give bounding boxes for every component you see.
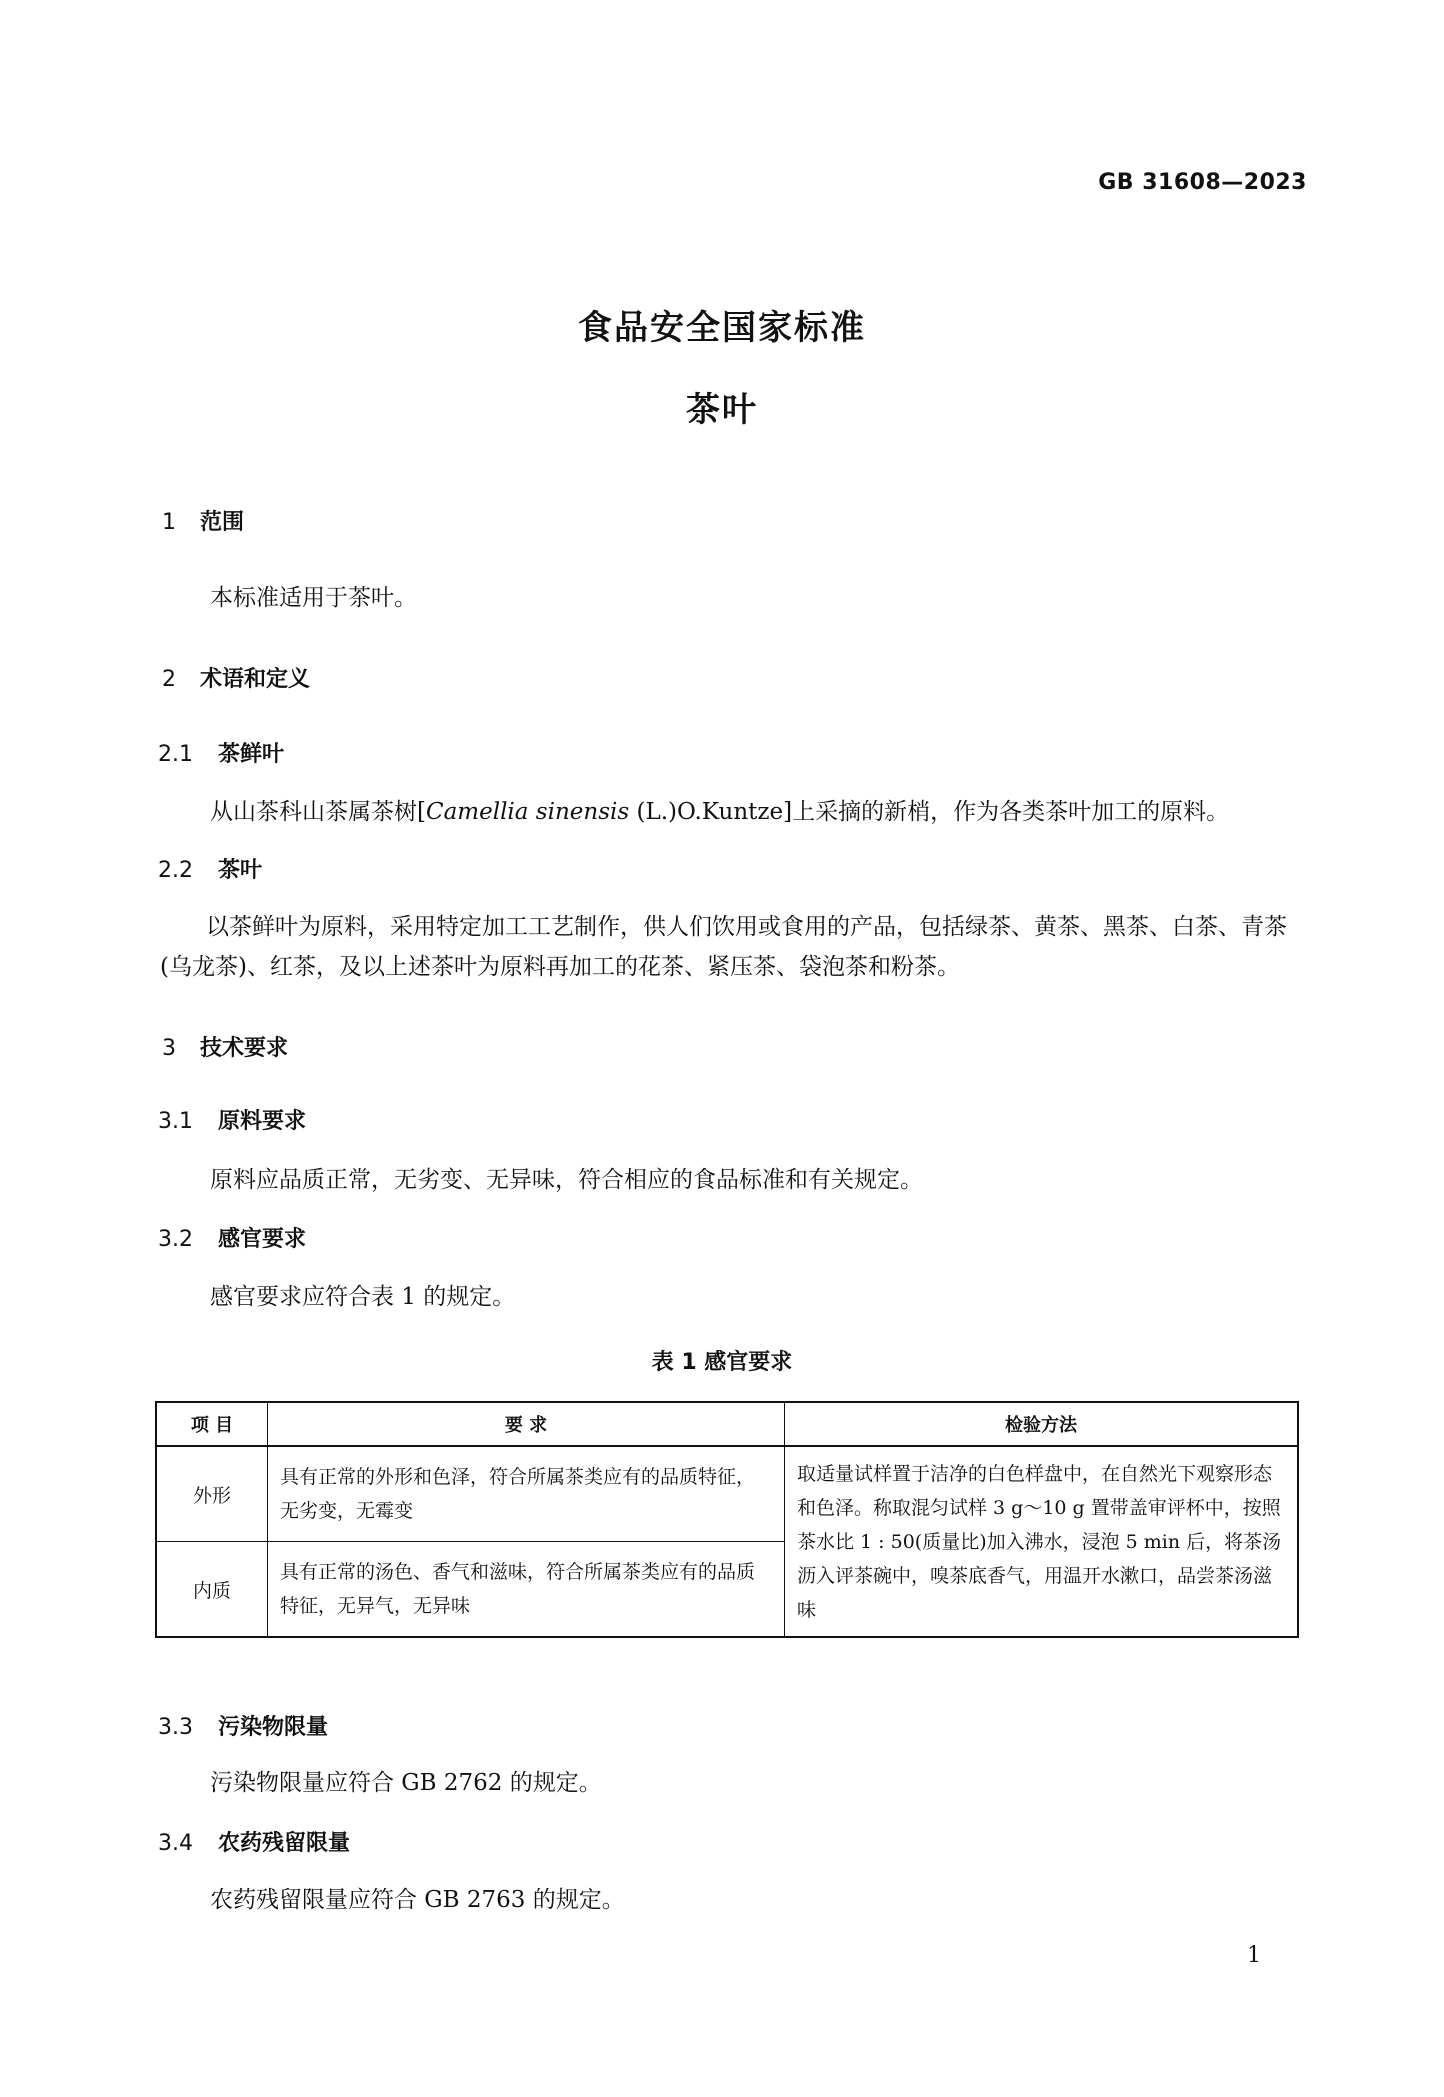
document-title: 食品安全国家标准 bbox=[578, 308, 866, 348]
section-2-1-text bbox=[210, 792, 1229, 832]
section-3-4-text: 农药残留限量应符合 GB 2763 的规定。 bbox=[210, 1887, 625, 1913]
section-2-2-heading bbox=[158, 853, 262, 884]
inspection-method: 取适量试样置于洁净的白色样盘中，在自然光下观察形态和色泽。称取混匀试样 3 g～10 g 置带盖审评杯中，按照茶水比 1 : 50(质量比)加入沸水，浸泡 5 min 后，将茶汤沥入评茶碗中，嗅茶底香气，用温开水漱口，品尝茶汤滋味 bbox=[785, 1446, 1299, 1637]
section-3-1-text: 原料应品质正常，无劣变、无异味，符合相应的食品标准和有关规定。 bbox=[210, 1167, 923, 1193]
latin-species-name: Camellia sinensis bbox=[425, 799, 630, 825]
table-caption: 表 1 感官要求 bbox=[651, 1350, 793, 1375]
section-3-heading bbox=[162, 1031, 288, 1062]
section-number: 2.1 bbox=[158, 742, 193, 767]
section-3-3-heading bbox=[158, 1710, 328, 1741]
header-method: 检验方法 bbox=[785, 1402, 1299, 1446]
sensory-requirements-table bbox=[155, 1401, 1299, 1638]
section-title: 污染物限量 bbox=[218, 1715, 329, 1740]
section-number: 3.2 bbox=[158, 1227, 193, 1252]
table-row bbox=[156, 1446, 1298, 1542]
header-requirement: 要 求 bbox=[268, 1402, 785, 1446]
section-1-heading bbox=[162, 505, 244, 536]
text-segment: (L.)O.Kuntze]上采摘的新梢，作为各类茶叶加工的原料。 bbox=[629, 799, 1230, 825]
row-requirement: 具有正常的汤色、香气和滋味，符合所属茶类应有的品质特征，无异气，无异味 bbox=[268, 1542, 785, 1638]
section-1-text: 本标准适用于茶叶。 bbox=[210, 585, 417, 611]
row-item: 外形 bbox=[156, 1446, 268, 1542]
section-title: 术语和定义 bbox=[200, 667, 311, 692]
row-item: 内质 bbox=[156, 1542, 268, 1638]
section-title: 原料要求 bbox=[218, 1109, 307, 1134]
section-number: 2 bbox=[162, 667, 176, 692]
section-number: 3.1 bbox=[158, 1109, 193, 1134]
section-2-2-text: 以茶鲜叶为原料，采用特定加工工艺制作，供人们饮用或食用的产品，包括绿茶、黄茶、黑茶、白茶、青茶(乌龙茶)、红茶，及以上述茶叶为原料再加工的花茶、紧压茶、袋泡茶和粉茶。 bbox=[160, 914, 1287, 980]
section-number: 2.2 bbox=[158, 858, 193, 883]
page-number: 1 bbox=[1247, 1943, 1261, 1968]
document-subtitle: 茶叶 bbox=[686, 390, 758, 430]
standard-code: GB 31608—2023 bbox=[1098, 170, 1307, 195]
section-title: 茶鲜叶 bbox=[218, 742, 285, 767]
section-title: 农药残留限量 bbox=[218, 1831, 351, 1856]
header-item: 项 目 bbox=[156, 1402, 268, 1446]
text-segment: 从山茶科山茶属茶树[ bbox=[210, 799, 426, 825]
section-number: 3.4 bbox=[158, 1831, 193, 1856]
section-number: 1 bbox=[162, 510, 176, 535]
section-2-heading bbox=[162, 662, 310, 693]
section-title: 茶叶 bbox=[218, 858, 263, 883]
section-title: 技术要求 bbox=[200, 1036, 289, 1061]
table-header-row bbox=[156, 1402, 1298, 1446]
section-3-3-text: 污染物限量应符合 GB 2762 的规定。 bbox=[210, 1770, 602, 1796]
section-2-1-heading bbox=[158, 737, 284, 768]
section-title: 感官要求 bbox=[218, 1227, 307, 1252]
section-3-2-text: 感官要求应符合表 1 的规定。 bbox=[210, 1284, 516, 1310]
row-requirement: 具有正常的外形和色泽，符合所属茶类应有的品质特征，无劣变，无霉变 bbox=[268, 1446, 785, 1542]
section-title: 范围 bbox=[200, 510, 245, 535]
section-3-2-heading bbox=[158, 1222, 306, 1253]
section-number: 3.3 bbox=[158, 1715, 193, 1740]
section-number: 3 bbox=[162, 1036, 176, 1061]
section-3-4-heading bbox=[158, 1826, 350, 1857]
section-3-1-heading bbox=[158, 1104, 306, 1135]
